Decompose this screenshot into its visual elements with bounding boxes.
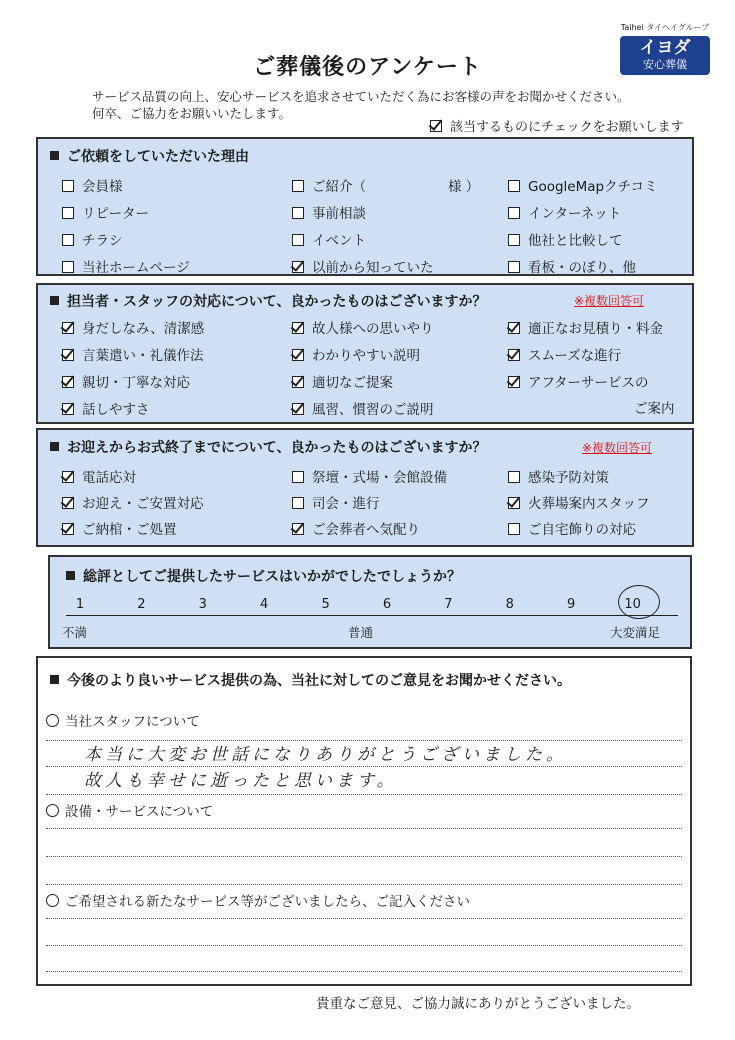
brand-badge <box>620 36 710 75</box>
checkbox[interactable] <box>62 180 74 192</box>
scale-number[interactable]: 6 <box>382 597 392 612</box>
scale-number[interactable]: 4 <box>260 597 269 612</box>
square-bullet-icon <box>50 675 59 684</box>
scale-high-label: 大変満足 <box>610 625 661 640</box>
checkbox[interactable] <box>62 234 74 246</box>
checkbox[interactable] <box>292 234 304 246</box>
answer-line[interactable] <box>46 918 682 919</box>
checkbox[interactable] <box>508 261 520 273</box>
section-reason-title: ご依頼をしていただいた理由 <box>50 146 249 166</box>
checkbox[interactable] <box>508 497 520 509</box>
scale-number[interactable]: 7 <box>444 597 453 612</box>
checkbox-label: チラシ <box>82 233 123 249</box>
checkbox-item[interactable] <box>508 518 636 538</box>
scale-mid-label: 普通 <box>348 625 374 640</box>
checkbox-label: 他社と比較して <box>528 233 623 249</box>
square-bullet-icon <box>50 151 59 160</box>
checkbox-item[interactable] <box>62 371 190 391</box>
question-new-services: ご希望される新たなサービス等がございましたら、ご記入ください <box>46 890 470 910</box>
checkbox[interactable] <box>292 180 304 192</box>
checkbox-item[interactable] <box>292 492 380 512</box>
scale-number[interactable]: 2 <box>137 597 146 612</box>
continuation-label: ご案内 <box>634 401 675 417</box>
checkbox[interactable] <box>292 376 304 388</box>
checkbox[interactable] <box>292 471 304 483</box>
checkbox[interactable] <box>508 376 520 388</box>
checkbox-item[interactable] <box>508 229 623 249</box>
answer-line[interactable] <box>46 884 682 885</box>
score-selected-circle <box>618 585 660 619</box>
checkbox-label: 適切なご提案 <box>312 375 393 391</box>
checkbox-item[interactable] <box>508 175 658 195</box>
checkbox-label: 看板・のぼり、他 <box>528 260 636 276</box>
checkbox-label: わかりやすい説明 <box>312 348 420 364</box>
footer-thanks: 貴重なご意見、ご協力誠にありがとうございました。 <box>316 996 640 1012</box>
brand-sub: 安心葬儀 <box>643 58 687 71</box>
checkbox-label: アフターサービスの <box>528 375 649 391</box>
scale-number[interactable]: 9 <box>567 597 576 612</box>
handwritten-answer-1: 本当に大変お世話になりありがとうございました。 <box>84 745 567 765</box>
checkbox-item[interactable] <box>62 317 204 337</box>
multi-answer-note: ※複数回答可 <box>582 441 653 455</box>
checkbox[interactable] <box>508 471 520 483</box>
section-comments-title: 今後のより良いサービス提供の為、当社に対してのご意見をお聞かせください。 <box>50 670 571 690</box>
checkbox[interactable] <box>292 523 304 535</box>
checkbox-item[interactable] <box>508 317 663 337</box>
checkbox-item[interactable] <box>292 202 366 222</box>
checkbox[interactable] <box>62 497 74 509</box>
checkbox-item[interactable] <box>292 229 366 249</box>
checkbox-item[interactable] <box>292 398 434 418</box>
rating-scale-line <box>66 615 678 616</box>
intro-line1: サービス品質の向上、安心サービスを追求させていただく為にお客様の声をお聞かせください。 <box>92 89 630 104</box>
checkbox-label: 以前から知っていた <box>312 260 434 276</box>
checkbox-label: 火葬場案内スタッフ <box>528 496 650 512</box>
checkbox[interactable] <box>292 349 304 361</box>
checkbox-label: ご会葬者へ気配り <box>312 522 420 538</box>
section-ceremony-title: お迎えからお式終了までについて、良かったものはございますか？ <box>50 437 486 457</box>
checkbox-label: 事前相談 <box>312 206 366 222</box>
checkbox-item[interactable] <box>292 466 447 486</box>
checkbox-item[interactable] <box>508 492 650 512</box>
checkbox[interactable] <box>62 403 74 415</box>
checkbox-label: 故人様への思いやり <box>312 321 434 337</box>
section-rating-title: 総評としてご提供したサービスはいかがでしたでしょうか？ <box>66 566 461 586</box>
check-icon <box>430 120 442 132</box>
checkbox[interactable] <box>292 261 304 273</box>
checkbox-label: 司会・進行 <box>312 496 380 512</box>
checkbox-label-suffix: 様 ） <box>448 179 480 195</box>
checkbox-label: 当社ホームページ <box>82 260 190 276</box>
checkbox-item[interactable] <box>62 466 136 486</box>
brand-group: Taihei タイヘイグループ <box>620 23 710 32</box>
checkbox-label: 言葉遣い・礼儀作法 <box>82 348 204 364</box>
section-ceremony <box>36 428 694 547</box>
checkbox[interactable] <box>62 523 74 535</box>
square-bullet-icon <box>50 442 59 451</box>
page-title: ご葬儀後のアンケート <box>253 55 482 80</box>
checkbox[interactable] <box>62 349 74 361</box>
answer-line <box>46 794 682 795</box>
answer-line[interactable] <box>46 856 682 857</box>
brand-logo <box>620 22 710 75</box>
brand-name: イヨダ <box>639 38 691 58</box>
section-reason <box>36 137 694 276</box>
checkbox-label: イベント <box>312 233 366 249</box>
checkbox-item[interactable] <box>62 492 204 512</box>
checkbox-label: ご自宅飾りの対応 <box>528 522 636 538</box>
check-note-text: 該当するものにチェックをお願いします <box>450 120 684 135</box>
checkbox-label: スムーズな進行 <box>528 348 622 364</box>
checkbox[interactable] <box>508 180 520 192</box>
checkbox-item[interactable] <box>508 344 621 364</box>
checkbox[interactable] <box>62 376 74 388</box>
answer-line[interactable] <box>46 971 682 972</box>
question-facilities: 設備・サービスについて <box>46 800 213 820</box>
checkbox-item[interactable] <box>62 202 149 222</box>
checkbox[interactable] <box>508 349 520 361</box>
square-bullet-icon <box>66 571 75 580</box>
checkbox[interactable] <box>62 261 74 273</box>
handwritten-answer-2: 故人も幸せに逝ったと思います。 <box>84 771 398 791</box>
question-staff: 当社スタッフについて <box>46 710 200 730</box>
square-bullet-icon <box>50 296 59 305</box>
section-staff <box>36 283 694 424</box>
section-staff-title: 担当者・スタッフの対応について、良かったものはございますか？ <box>50 291 486 311</box>
scale-number[interactable]: 10 <box>624 597 641 612</box>
checkbox-label: リピーター <box>82 206 149 222</box>
circle-bullet-icon <box>46 804 59 817</box>
answer-line[interactable] <box>46 828 682 829</box>
checkbox[interactable] <box>292 207 304 219</box>
checkbox-item[interactable] <box>62 518 177 538</box>
checkbox-label: お迎え・ご安置対応 <box>82 496 204 512</box>
scale-low-label: 不満 <box>62 625 88 640</box>
scale-number[interactable]: 5 <box>321 597 330 612</box>
circle-bullet-icon <box>46 894 59 907</box>
checkbox-label: 感染予防対策 <box>528 470 609 486</box>
checkbox[interactable] <box>62 471 74 483</box>
circle-bullet-icon <box>46 714 59 727</box>
checkbox-label: 適正なお見積り・料金 <box>528 321 663 337</box>
checkbox[interactable] <box>62 207 74 219</box>
checkbox-item[interactable] <box>508 466 609 486</box>
check-note <box>430 116 684 135</box>
checkbox[interactable] <box>508 234 520 246</box>
checkbox-item[interactable] <box>292 344 420 364</box>
checkbox-label: 話しやすさ <box>82 402 150 418</box>
checkbox[interactable] <box>62 322 74 334</box>
checkbox[interactable] <box>292 322 304 334</box>
checkbox-label: ご納棺・ご処置 <box>82 522 177 538</box>
checkbox[interactable] <box>508 523 520 535</box>
checkbox-item[interactable] <box>292 371 393 391</box>
section-rating <box>48 555 692 649</box>
checkbox-label: 風習、慣習のご説明 <box>312 402 434 418</box>
checkbox-label: インターネット <box>528 206 622 222</box>
checkbox-item[interactable] <box>508 202 621 222</box>
checkbox-label: ご紹介（ <box>312 179 366 195</box>
checkbox-item[interactable] <box>62 175 123 195</box>
answer-line[interactable] <box>46 945 682 946</box>
scale-number[interactable]: 8 <box>505 597 514 612</box>
checkbox-label: 身だしなみ、清潔感 <box>82 321 205 337</box>
checkbox-label: 親切・丁寧な対応 <box>82 375 190 391</box>
multi-answer-note: ※複数回答可 <box>574 294 645 308</box>
intro-line2: 何卒、ご協力をお願いいたします。 <box>92 106 292 121</box>
checkbox[interactable] <box>508 207 520 219</box>
checkbox-item[interactable] <box>62 256 190 276</box>
checkbox-label: 電話応対 <box>82 470 136 486</box>
checkbox[interactable] <box>508 322 520 334</box>
section-comments <box>36 656 692 986</box>
checkbox-item[interactable] <box>62 229 123 249</box>
checkbox-item[interactable] <box>62 344 204 364</box>
checkbox-item[interactable] <box>62 398 150 418</box>
checkbox-item[interactable] <box>508 371 649 391</box>
checkbox-item[interactable] <box>292 518 420 538</box>
checkbox-label: 祭壇・式場・会館設備 <box>312 470 447 486</box>
checkbox[interactable] <box>292 403 304 415</box>
scale-number[interactable]: 3 <box>198 597 207 612</box>
checkbox[interactable] <box>292 497 304 509</box>
checkbox-item[interactable] <box>292 175 479 195</box>
checkbox-item[interactable] <box>292 256 434 276</box>
checkbox-label: 会員様 <box>82 179 123 195</box>
checkbox-item[interactable] <box>292 317 434 337</box>
checkbox-label: GoogleMapクチコミ <box>528 179 658 195</box>
scale-number[interactable]: 1 <box>75 597 85 612</box>
checkbox-item[interactable] <box>508 256 636 276</box>
